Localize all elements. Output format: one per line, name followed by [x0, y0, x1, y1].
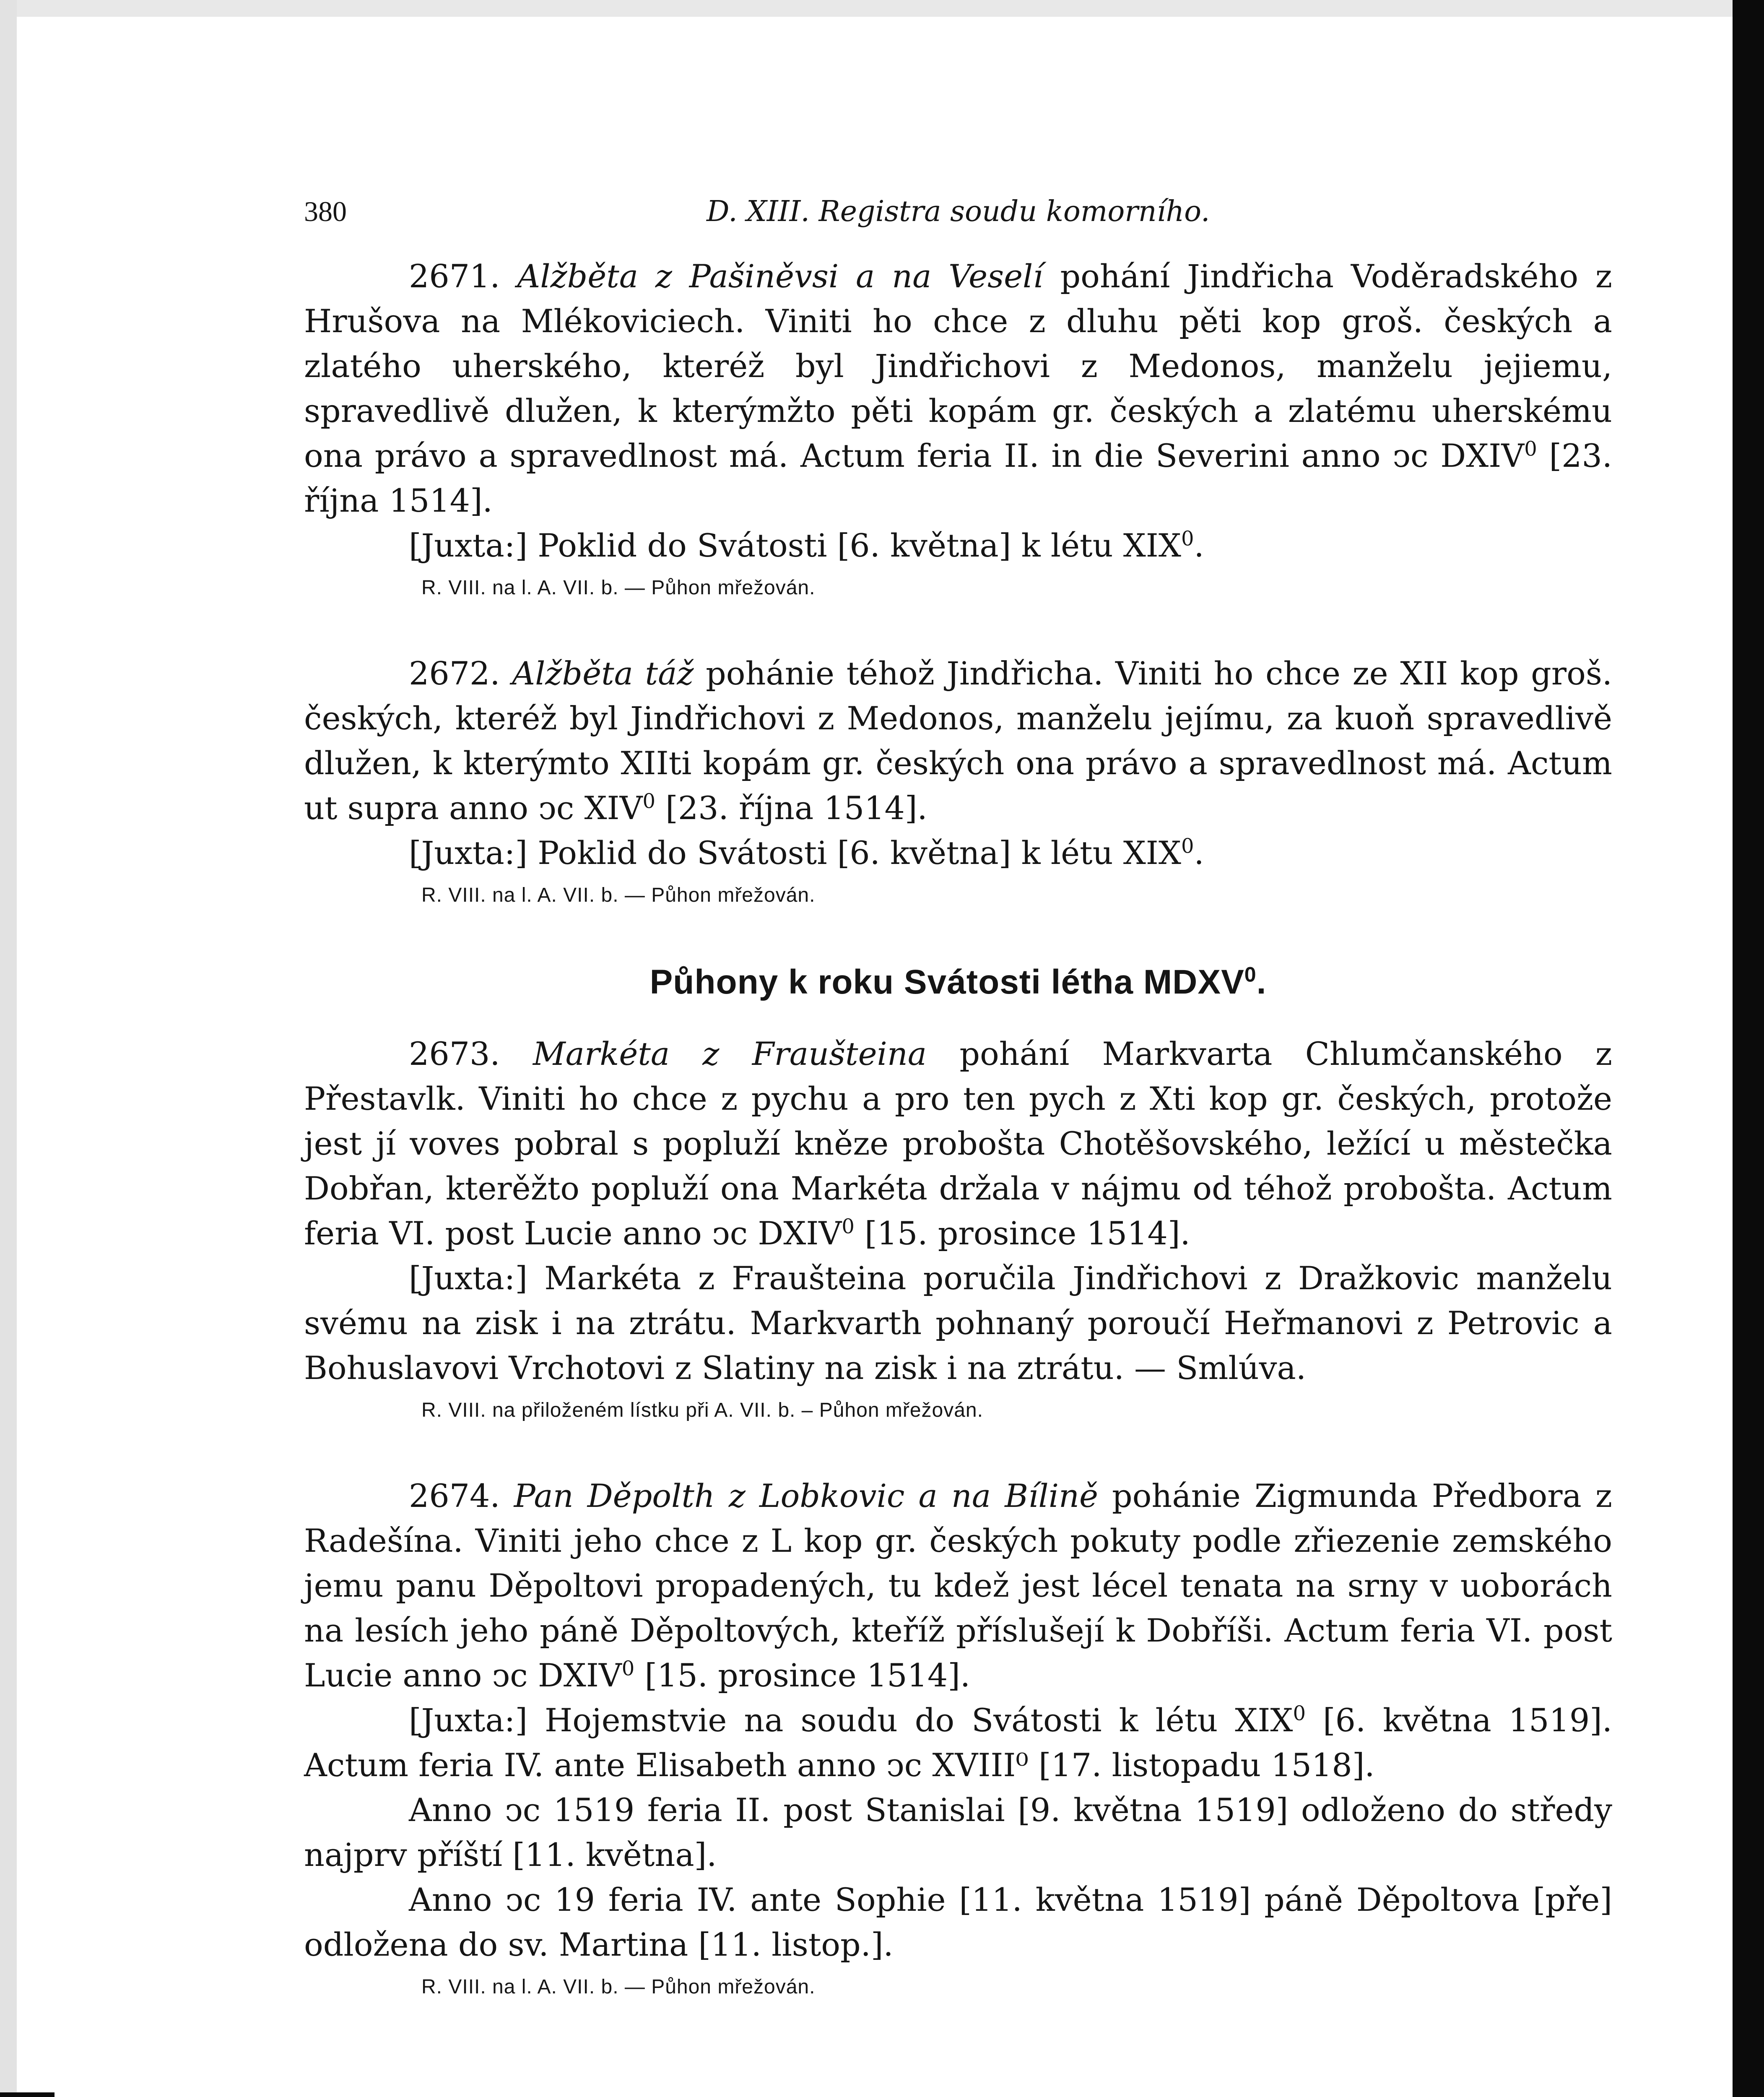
entry-note-paragraph: Anno ↄc 19 feria IV. ante Sophie [11. května 1519] páně Děpoltova [pře] odložena do sv. Martina [11. listop.]. [304, 1881, 1612, 1963]
entry-text: pohání Markvarta Chlumčanského z Přestavlk. Viniti ho chce z pychu a pro ten pych z Xti kop gr. českých, protože jest jí voves pobral s popluží kněze probošta Chotěšovského, ležící u městečka Dobřan, kterěžto popluží ona Markéta držala v nájmu od téhož probošta. Actum feria VI. post Lucie anno ↄc DXIV [304, 1035, 1612, 1252]
superscript: 0 [1244, 963, 1257, 986]
superscript: 0 [1293, 1702, 1306, 1725]
source-reference: R. VIII. na l. A. VII. b. — Půhon mřežován. [421, 1976, 816, 1998]
entry-number: 2673. [409, 1035, 500, 1072]
section-heading-text: Půhony k roku Svátosti létha MDXV [649, 963, 1244, 1001]
source-reference: R. VIII. na l. A. VII. b. — Půhon mřežován. [421, 884, 816, 906]
entry-text: pohání Jindřicha Voděradského z Hrušova na Mlékoviciech. Viniti ho chce z dluhu pěti kop groš. českých a zlatého uherského, kteréž byl Jindřichovi z Medonos, manželu jejiemu, spravedlivě dlužen, k kterýmžto pěti kopám gr. českých a zlatému uherskému ona právo a spravedlnost má. Actum feria II. in die Severini anno ↄc DXIV [304, 258, 1612, 474]
superscript: 0 [642, 789, 656, 813]
juxta-note [304, 830, 1612, 875]
entry-2672 [304, 651, 1612, 912]
scan-edge-right [1733, 0, 1764, 2097]
juxta-note [304, 523, 1612, 568]
document-page [304, 195, 1612, 2004]
entry-text-end: [23. října 1514]. [304, 437, 1612, 519]
superscript: 0 [621, 1657, 635, 1681]
scan-edge-left [0, 0, 17, 2097]
page-number: 380 [304, 195, 347, 227]
running-header [304, 195, 1612, 241]
entry-names: Markéta z Fraušteina [533, 1035, 927, 1072]
entry-2673 [304, 1031, 1612, 1427]
juxta-text: [Juxta:] Hojemstvie na soudu do Svátosti k létu XIX [409, 1702, 1293, 1739]
entry-body [304, 1473, 1612, 1698]
juxta-text: [Juxta:] Poklid do Svátosti [6. května] k létu XIX [409, 527, 1181, 564]
superscript: 0 [1181, 834, 1194, 858]
entry-text-end: [15. prosince 1514]. [854, 1215, 1190, 1252]
source-reference: R. VIII. na přiloženém lístku při A. VII. b. – Půhon mřežován. [421, 1399, 983, 1421]
entry-text-end: [15. prosince 1514]. [634, 1657, 971, 1694]
entry-2671 [304, 254, 1612, 605]
juxta-text-end: . [1194, 834, 1204, 872]
entry-names: Pan Děpolth z Lobkovic a na Bílině [514, 1477, 1098, 1514]
entry-text: pohánie téhož Jindřicha. Viniti ho chce ze XII kop groš. českých, kteréž byl Jindřichovi z Medonos, manželu jejímu, za kuoň spravedlivě dlužen, k kterýmto XIIti kopám gr. českých ona právo a spravedlnost má. Actum ut supra anno ↄc XIV [304, 655, 1612, 827]
juxta-text-end: . [1194, 527, 1204, 564]
entry-note-paragraph: Anno ↄc 1519 feria II. post Stanislai [9. května 1519] odloženo do středy najprv příští [11. května]. [304, 1791, 1612, 1873]
superscript: 0 [1181, 527, 1194, 551]
entry-number: 2671. [409, 258, 500, 295]
juxta-note: [Juxta:] Markéta z Fraušteina poručila Jindřichovi z Dražkovic manželu svému na zisk i na ztrátu. Markvarth pohnaný poroučí Heřmanovi z Petrovic a Bohuslavovi Vrchotovi z Slatiny na zisk i na ztrátu. — Smlúva. [304, 1259, 1612, 1387]
entry-body [304, 254, 1612, 523]
running-title: D. XIII. Registra soudu komorního. [707, 195, 1210, 228]
source-reference: R. VIII. na l. A. VII. b. — Půhon mřežován. [421, 577, 816, 599]
juxta-note [304, 1698, 1612, 1787]
scan-edge-corner [0, 2092, 55, 2097]
entry-number: 2674. [409, 1477, 500, 1514]
entry-number: 2672. [409, 655, 500, 692]
scan-edge-top [0, 0, 1764, 17]
entry-2674 [304, 1473, 1612, 2004]
entry-text: pohánie Zigmunda Předbora z Radešína. Viniti jeho chce z L kop gr. českých pokuty podle zřiezenie zemského jemu panu Děpoltovi propadených, tu kdež jest lécel tenata na srny v uoborách na lesích jeho páně Děpoltových, kteříž příslušejí k Dobříši. Actum feria VI. post Lucie anno ↄc DXIV [304, 1477, 1612, 1694]
entry-names: Alžběta z Pašiněvsi a na Veselí [517, 258, 1043, 295]
entry-text-end: [23. října 1514]. [655, 789, 927, 827]
juxta-text-end: [6. května 1519]. Actum feria IV. ante Elisabeth anno ↄc XVIII⁰ [17. listopadu 1518]. [304, 1702, 1612, 1784]
section-heading-end: . [1256, 963, 1267, 1001]
superscript: 0 [842, 1215, 855, 1238]
entry-names: Alžběta táž [512, 655, 694, 692]
juxta-text: [Juxta:] Poklid do Svátosti [6. května] k létu XIX [409, 834, 1181, 872]
entry-body [304, 651, 1612, 830]
entry-body [304, 1031, 1612, 1256]
section-heading [304, 963, 1612, 1002]
superscript: 0 [1524, 437, 1537, 461]
